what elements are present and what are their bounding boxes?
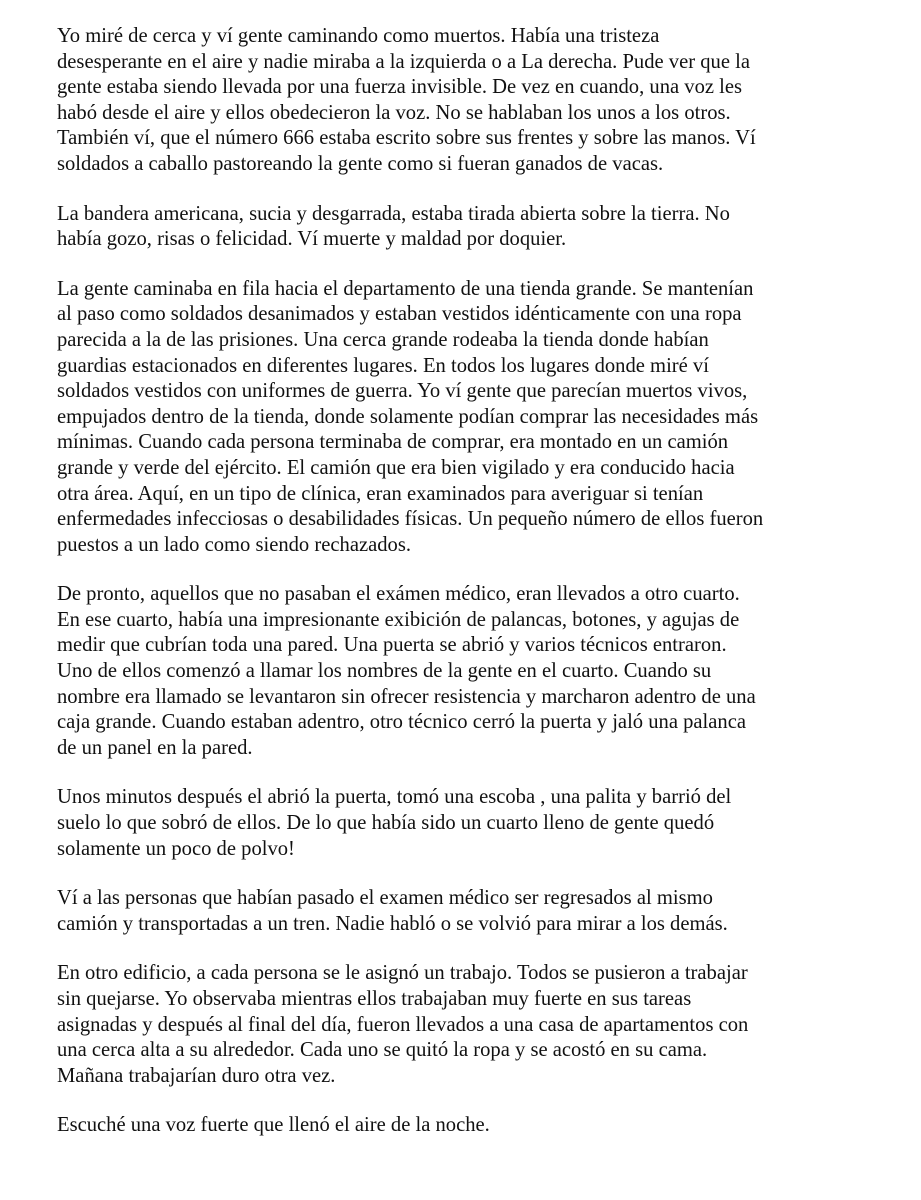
text-line: otra área. Aquí, en un tipo de clínica, eran examinados para averiguar si tenían	[57, 482, 704, 505]
paragraph-7	[57, 961, 881, 1089]
text-line: enfermedades infecciosas o desabilidades físicas. Un pequeño número de ellos fueron	[57, 508, 764, 531]
text-line: una cerca alta a su alrededor. Cada uno se quitó la ropa y se acostó en su cama.	[57, 1039, 708, 1062]
text-line: La bandera americana, sucia y desgarrada, estaba tirada abierta sobre la tierra. No	[57, 202, 730, 225]
text-line: Mañana trabajarían duro otra vez.	[57, 1064, 336, 1087]
text-line: asignadas y después al final del día, fueron llevados a una casa de apartamentos con	[57, 1013, 749, 1036]
text-line: sin quejarse. Yo observaba mientras ellos trabajaban muy fuerte en sus tareas	[57, 988, 692, 1010]
text-line: nombre era llamado se levantaron sin ofrecer resistencia y marcharon adentro de una	[57, 685, 756, 708]
text-line: desesperante en el aire y nadie miraba a la izquierda o a La derecha. Pude ver que la	[57, 50, 750, 73]
text-line: al paso como soldados desanimados y estaban vestidos idénticamente con una ropa	[57, 303, 742, 326]
text-line: habó desde el aire y ellos obedecieron la voz. No se hablaban los unos a los otros.	[57, 101, 731, 124]
text-line: Yo miré de cerca y ví gente caminando como muertos. Había una tristeza	[57, 25, 660, 47]
paragraph-6	[57, 886, 881, 937]
text-line: guardias estacionados en diferentes lugares. En todos los lugares donde miré ví	[57, 354, 709, 377]
text-line: camión y transportadas a un tren. Nadie habló o se volvió para mirar a los demás.	[57, 912, 728, 935]
text-line: había gozo, risas o felicidad. Ví muerte y maldad por doquier.	[57, 228, 567, 251]
text-line: Escuché una voz fuerte que llenó el aire de la noche.	[57, 1114, 490, 1137]
text-line: puestos a un lado como siendo rechazados.	[57, 533, 411, 556]
text-line: grande y verde del ejército. El camión que era bien vigilado y era conducido hacia	[57, 456, 735, 479]
text-line: En otro edificio, a cada persona se le asignó un trabajo. Todos se pusieron a trabajar	[57, 962, 748, 985]
text-line: Ví a las personas que habían pasado el examen médico ser regresados al mismo	[57, 887, 713, 910]
text-line: Unos minutos después el abrió la puerta, tomó una escoba , una palita y barrió del	[57, 786, 732, 809]
paragraph-1	[57, 24, 881, 178]
text-line: mínimas. Cuando cada persona terminaba de comprar, era montado en un camión	[57, 431, 729, 454]
text-line: Uno de ellos comenzó a llamar los nombres de la gente en el cuarto. Cuando su	[57, 660, 712, 683]
text-line: medir que cubrían toda una pared. Una puerta se abrió y varios técnicos entraron.	[57, 634, 727, 657]
paragraph-3	[57, 277, 881, 559]
text-line: parecida a la de las prisiones. Una cerca grande rodeaba la tienda donde habían	[57, 328, 709, 351]
text-line: De pronto, aquellos que no pasaban el exámen médico, eran llevados a otro cuarto.	[57, 583, 740, 606]
paragraph-8	[57, 1113, 881, 1139]
text-line: soldados a caballo pastoreando la gente como si fueran ganados de vacas.	[57, 152, 664, 175]
text-line: gente estaba siendo llevada por una fuerza invisible. De vez en cuando, una voz les	[57, 76, 743, 99]
text-line: soldados vestidos con uniformes de guerra. Yo ví gente que parecían muertos vivos,	[57, 380, 748, 403]
text-line: solamente un poco de polvo!	[57, 837, 295, 860]
text-line: empujados dentro de la tienda, donde solamente podían comprar las necesidades más	[57, 405, 759, 428]
text-line: La gente caminaba en fila hacia el departamento de una tienda grande. Se mantenían	[57, 277, 754, 300]
text-line: caja grande. Cuando estaban adentro, otro técnico cerró la puerta y jaló una palanca	[57, 711, 746, 734]
paragraph-4	[57, 582, 881, 761]
text-line: de un panel en la pared.	[57, 736, 253, 759]
text-line: También ví, que el número 666 estaba escrito sobre sus frentes y sobre las manos. Ví	[57, 127, 756, 150]
text-line: En ese cuarto, había una impresionante exibición de palancas, botones, y agujas de	[57, 608, 740, 631]
text-line: suelo lo que sobró de ellos. De lo que había sido un cuarto lleno de gente quedó	[57, 812, 715, 835]
paragraph-2	[57, 202, 881, 253]
paragraph-5	[57, 785, 881, 862]
